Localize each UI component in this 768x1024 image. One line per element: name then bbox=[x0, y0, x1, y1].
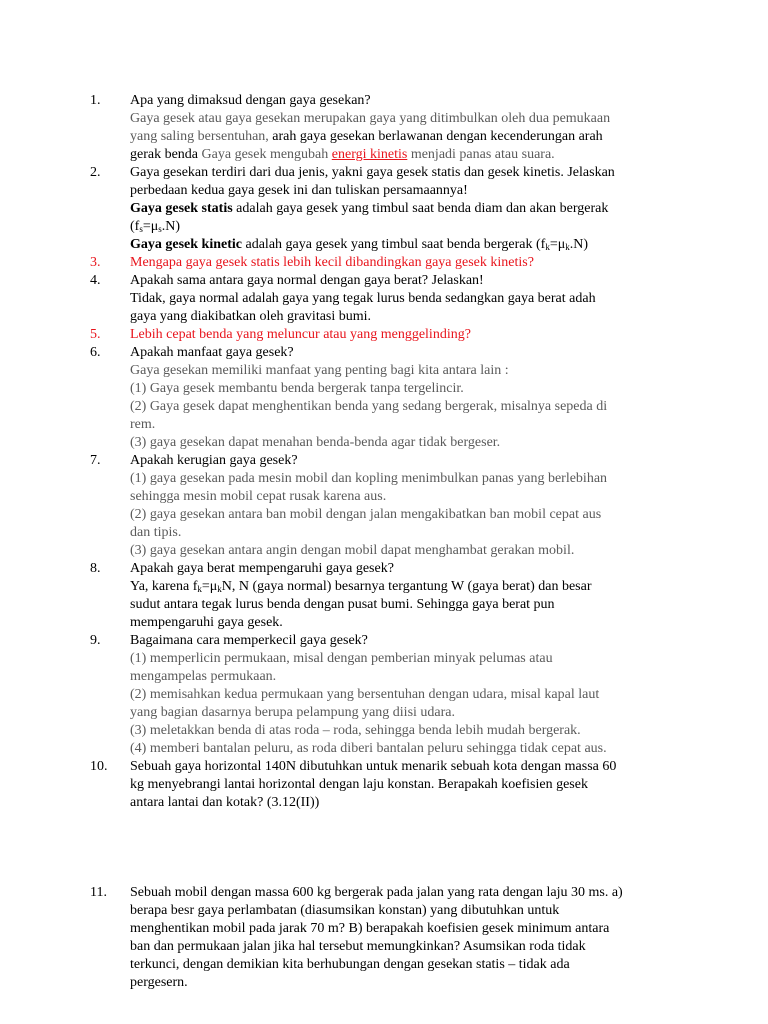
static-friction-definition bbox=[130, 200, 608, 218]
problem-10-line-3: antara lantai dan kotak? (3.12(II)) bbox=[130, 795, 320, 810]
answer-1-line-3-end: menjadi panas atau suara. bbox=[407, 147, 555, 162]
answer-9-line-6: (4) memberi bantalan peluru, as roda diberi bantalan peluru sehingga tidak cepat aus. bbox=[130, 741, 607, 756]
answer-1-line-2 bbox=[130, 128, 603, 146]
answer-7-line-4: dan tipis. bbox=[130, 525, 182, 540]
formula-part: (f bbox=[130, 219, 140, 234]
kinetic-friction-definition bbox=[130, 236, 588, 254]
answer-6-line-4: rem. bbox=[130, 417, 156, 432]
answer-9-line-1: (1) memperlicin permukaan, misal dengan pemberian minyak pelumas atau bbox=[130, 651, 553, 666]
item-number-3: 3. bbox=[90, 255, 101, 270]
answer-7-line-5: (3) gaya gesekan antara angin dengan mobil dapat menghambat gerakan mobil. bbox=[130, 543, 575, 558]
formula-subscript: k bbox=[217, 584, 222, 594]
question-6: Apakah manfaat gaya gesek? bbox=[130, 345, 294, 360]
formula-subscript: k bbox=[545, 242, 550, 252]
answer-8-line-3: mempengaruhi gaya gesek. bbox=[130, 615, 283, 630]
answer-7-line-3: (2) gaya gesekan antara ban mobil dengan jalan mengakibatkan ban mobil cepat aus bbox=[130, 507, 602, 522]
answer-9-line-2: mengampelas permukaan. bbox=[130, 669, 277, 684]
answer-7-line-2: sehingga mesin mobil cepat rusak karena aus. bbox=[130, 489, 387, 504]
formula-subscript: s bbox=[158, 224, 162, 234]
answer-6-line-3: (2) Gaya gesek dapat menghentikan benda yang sedang bergerak, misalnya sepeda di bbox=[130, 399, 608, 414]
answer-8-text: N, N (gaya normal) besarnya tergantung W (gaya berat) dan besar bbox=[221, 579, 592, 594]
question-4: Apakah sama antara gaya normal dengan gaya berat? Jelaskan! bbox=[130, 273, 484, 288]
question-5: Lebih cepat benda yang meluncur atau yang menggelinding? bbox=[130, 327, 471, 342]
problem-11-line-3: menghentikan mobil pada jarak 70 m? B) berapakah koefisien gesek minimum antara bbox=[130, 921, 610, 936]
answer-7-line-1: (1) gaya gesekan pada mesin mobil dan kopling menimbulkan panas yang berlebihan bbox=[130, 471, 608, 486]
formula-part: .N) bbox=[569, 237, 589, 252]
item-number-2: 2. bbox=[90, 165, 101, 180]
question-8: Apakah gaya berat mempengaruhi gaya gesek? bbox=[130, 561, 394, 576]
answer-8-line-2: sudut antara tegak lurus benda dengan pusat bumi. Sehingga gaya berat pun bbox=[130, 597, 555, 612]
item-number-6: 6. bbox=[90, 345, 101, 360]
answer-6-line-5: (3) gaya gesekan dapat menahan benda-benda agar tidak bergeser. bbox=[130, 435, 501, 450]
energi-kinetis-link[interactable]: energi kinetis bbox=[331, 147, 408, 162]
question-9: Bagaimana cara memperkecil gaya gesek? bbox=[130, 633, 368, 648]
static-friction-term: Gaya gesek statis bbox=[130, 201, 233, 216]
answer-1-line-2-black: arah gaya gesekan berlawanan dengan kecenderungan arah bbox=[268, 129, 603, 144]
answer-1-line-2-gray: yang saling bersentuhan, bbox=[130, 129, 269, 144]
static-friction-text: adalah gaya gesek yang timbul saat benda diam dan akan bergerak bbox=[232, 201, 609, 216]
answer-9-line-3: (2) memisahkan kedua permukaan yang bersentuhan dengan udara, misal kapal laut bbox=[130, 687, 600, 702]
formula-subscript: s bbox=[139, 224, 143, 234]
formula-subscript: k bbox=[565, 242, 570, 252]
problem-11-line-4: ban dan permukaan jalan jika hal tersebut memungkinkan? Asumsikan roda tidak bbox=[130, 939, 586, 954]
formula-part: =μ bbox=[201, 579, 218, 594]
answer-8-line-1 bbox=[130, 578, 591, 596]
item-number-1: 1. bbox=[90, 93, 101, 108]
question-2-line-1: Gaya gesekan terdiri dari dua jenis, yakni gaya gesek statis dan gesek kinetis. Jelaskan bbox=[130, 165, 615, 180]
answer-1-line-3-gray: Gaya gesek mengubah bbox=[198, 147, 332, 162]
item-number-5: 5. bbox=[90, 327, 101, 342]
item-number-8: 8. bbox=[90, 561, 101, 576]
problem-10-line-1: Sebuah gaya horizontal 140N dibutuhkan untuk menarik sebuah kota dengan massa 60 bbox=[130, 759, 617, 774]
formula-subscript: k bbox=[197, 584, 202, 594]
item-number-7: 7. bbox=[90, 453, 101, 468]
item-number-10: 10. bbox=[90, 759, 108, 774]
problem-11-line-1: Sebuah mobil dengan massa 600 kg bergerak pada jalan yang rata dengan laju 30 ms. a) bbox=[130, 885, 623, 900]
answer-4-line-2: gaya yang diakibatkan oleh gravitasi bumi. bbox=[130, 309, 372, 324]
answer-1-line-3 bbox=[130, 146, 555, 164]
static-friction-formula bbox=[130, 218, 180, 236]
problem-10-line-2: kg menyebrangi lantai horizontal dengan laju konstan. Berapakah koefisien gesek bbox=[130, 777, 588, 792]
question-3: Mengapa gaya gesek statis lebih kecil dibandingkan gaya gesek kinetis? bbox=[130, 255, 534, 270]
answer-1-line-3-black: gerak benda bbox=[130, 147, 199, 162]
formula-part: =μ bbox=[142, 219, 159, 234]
item-number-11: 11. bbox=[90, 885, 107, 900]
answer-6-line-2: (1) Gaya gesek membantu benda bergerak tanpa tergelincir. bbox=[130, 381, 464, 396]
kinetic-friction-term: Gaya gesek kinetic bbox=[130, 237, 242, 252]
kinetic-friction-text: adalah gaya gesek yang timbul saat benda bergerak (f bbox=[242, 237, 546, 252]
answer-8-text: Ya, karena f bbox=[130, 579, 198, 594]
question-7: Apakah kerugian gaya gesek? bbox=[130, 453, 298, 468]
question-1: Apa yang dimaksud dengan gaya gesekan? bbox=[130, 93, 371, 108]
answer-4-line-1: Tidak, gaya normal adalah gaya yang tegak lurus benda sedangkan gaya berat adah bbox=[130, 291, 596, 306]
problem-11-line-6: pergesern. bbox=[130, 975, 188, 990]
formula-part: =μ bbox=[549, 237, 566, 252]
problem-11-line-2: berapa besr gaya perlambatan (diasumsikan konstan) yang dibutuhkan untuk bbox=[130, 903, 560, 918]
formula-part: .N) bbox=[161, 219, 181, 234]
answer-9-line-5: (3) meletakkan benda di atas roda – roda, sehingga benda lebih mudah bergerak. bbox=[130, 723, 581, 738]
item-number-9: 9. bbox=[90, 633, 101, 648]
answer-1-line-1: Gaya gesek atau gaya gesekan merupakan gaya yang ditimbulkan oleh dua pemukaan bbox=[130, 111, 611, 126]
answer-6-line-1: Gaya gesekan memiliki manfaat yang penting bagi kita antara lain : bbox=[130, 363, 509, 378]
question-2-line-2: perbedaan kedua gaya gesek ini dan tuliskan persamaannya! bbox=[130, 183, 468, 198]
item-number-4: 4. bbox=[90, 273, 101, 288]
answer-9-line-4: yang bagian dasarnya berupa pelampung yang diisi udara. bbox=[130, 705, 456, 720]
problem-11-line-5: terkunci, dengan demikian kita berhubungan dengan gesekan statis – tidak ada bbox=[130, 957, 570, 972]
